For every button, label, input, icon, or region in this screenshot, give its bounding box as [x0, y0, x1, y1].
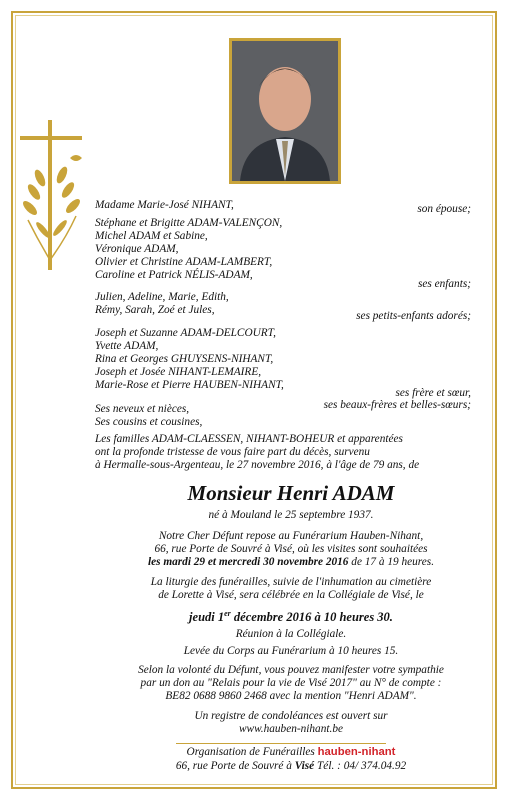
footer-divider [176, 743, 386, 744]
sibling-3: Rina et Georges GHUYSENS-NIHANT, [95, 353, 274, 365]
donation-line-2: par un don au "Relais pour la vie de Visé 2017" au N° de compte : [140, 677, 442, 689]
announcement-line-3: à Hermalle-sous-Argenteau, le 27 novembre 2016, à l'âge de 79 ans, de [95, 459, 420, 471]
liturgy-line-1: La liturgie des funérailles, suivie de l'inhumation au cimetière [150, 576, 432, 588]
footer-phone: Tél. : 04/ 374.04.92 [314, 760, 407, 772]
other-relatives-1: Ses neveux et nièces, [95, 403, 190, 415]
sibling-4: Joseph et Josée NIHANT-LEMAIRE, [95, 366, 262, 378]
funeral-date-day: jeudi 1 [189, 610, 225, 625]
registry-link[interactable]: www.hauben-nihant.be [239, 723, 343, 735]
birth-line: né à Mouland le 25 septembre 1937. [208, 509, 374, 521]
child-4: Olivier et Christine ADAM-LAMBERT, [95, 256, 273, 268]
cross-with-wheat-icon [18, 120, 88, 270]
portrait-photo [229, 38, 341, 184]
spouse-role: son épouse; [417, 203, 471, 215]
liturgy-line-2: de Lorette à Visé, sera célébrée en la Collégiale de Visé, le [158, 589, 424, 601]
child-1: Stéphane et Brigitte ADAM-VALENÇON, [95, 217, 283, 229]
visit-dates [95, 556, 487, 569]
footer-org-label: Organisation de Funérailles [186, 746, 318, 758]
grandchildren-1: Julien, Adeline, Marie, Edith, [95, 291, 229, 303]
footer-address [95, 760, 487, 773]
spouse-name: Madame Marie-José NIHANT, [95, 199, 234, 211]
portrait-silhouette [232, 41, 338, 181]
footer-organisation [95, 746, 487, 759]
footer-address-city: Visé [294, 760, 315, 772]
meeting-line: Réunion à la Collégiale. [235, 628, 347, 640]
brand-logo: hauben-nihant [317, 746, 396, 758]
child-5: Caroline et Patrick NÉLIS-ADAM, [95, 269, 253, 281]
children-role: ses enfants; [417, 278, 471, 290]
child-3: Véronique ADAM, [95, 243, 179, 255]
visit-dates-bold: les mardi 29 et mercredi 30 novembre 2016 [147, 556, 349, 568]
other-relatives-2: Ses cousins et cousines, [95, 416, 203, 428]
siblings-role-2: ses beaux-frères et belles-sœurs; [323, 399, 471, 411]
siblings-role-1: ses frère et sœur, [395, 387, 471, 399]
announcement-line-2: ont la profonde tristesse de vous faire part du décès, survenu [95, 446, 370, 458]
donation-line-1: Selon la volonté du Défunt, vous pouvez manifester votre sympathie [138, 664, 444, 676]
rest-line-2: 66, rue Porte de Souvré à Visé, où les visites sont souhaitées [154, 543, 428, 555]
registry-line: Un registre de condoléances est ouvert sur [194, 710, 388, 722]
rest-line-1: Notre Cher Défunt repose au Funérarium Hauben-Nihant, [158, 530, 424, 542]
sibling-5: Marie-Rose et Pierre HAUBEN-NIHANT, [95, 379, 284, 391]
sibling-2: Yvette ADAM, [95, 340, 159, 352]
leave-line: Levée du Corps au Funérarium à 10 heures 15. [183, 645, 399, 657]
funeral-date-sup: er [224, 609, 231, 618]
announcement-line-1: Les familles ADAM-CLAESSEN, NIHANT-BOHEUR et apparentées [95, 433, 403, 445]
funeral-date-rest: décembre 2016 à 10 heures 30. [230, 610, 393, 625]
sibling-1: Joseph et Suzanne ADAM-DELCOURT, [95, 327, 276, 339]
grandchildren-role: ses petits-enfants adorés; [356, 310, 471, 322]
child-2: Michel ADAM et Sabine, [95, 230, 208, 242]
footer-address-street: 66, rue Porte de Souvré à [175, 760, 295, 772]
visit-hours: de 17 à 19 heures. [348, 556, 435, 568]
grandchildren-2: Rémy, Sarah, Zoé et Jules, [95, 304, 215, 316]
donation-line-3: BE82 0688 9860 2468 avec la mention "Henri ADAM". [165, 690, 417, 702]
deceased-name: Monsieur Henri ADAM [187, 481, 395, 505]
funeral-date [95, 607, 487, 624]
